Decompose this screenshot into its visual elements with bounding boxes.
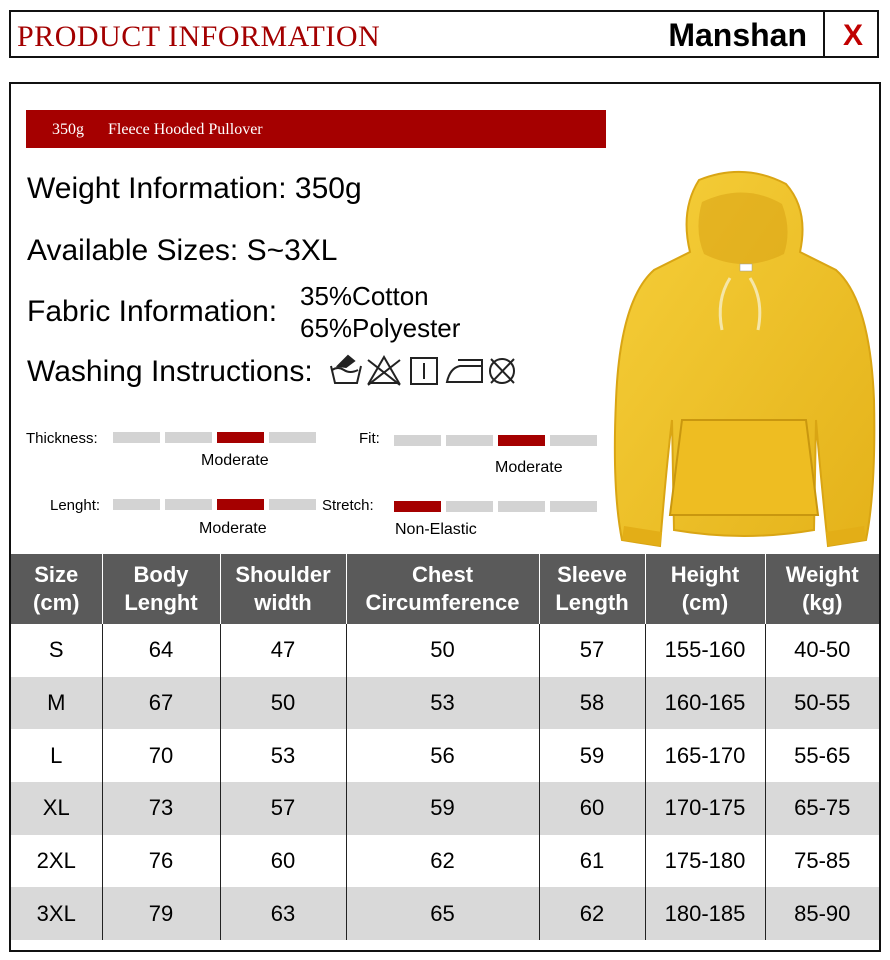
table-cell: 75-85 <box>765 835 879 888</box>
fit-scale-segment <box>550 435 597 446</box>
header-height: Height (cm) <box>645 554 765 624</box>
washing-label: Washing Instructions: <box>27 355 313 388</box>
stretch-value: Non-Elastic <box>395 521 477 538</box>
product-banner <box>26 110 606 148</box>
table-cell: 175-180 <box>645 835 765 888</box>
stretch-label: Stretch: <box>322 497 374 514</box>
brand-name: Manshan <box>668 17 807 53</box>
header-bar <box>9 10 879 58</box>
table-cell: 3XL <box>11 887 102 940</box>
table-cell: 53 <box>346 677 539 730</box>
table-cell: 47 <box>220 624 346 677</box>
thickness-scale-segment <box>165 432 212 443</box>
fabric-cotton: 35%Cotton <box>300 281 429 311</box>
thickness-label: Thickness: <box>26 430 98 447</box>
thickness-scale-segment <box>269 432 316 443</box>
table-cell: 70 <box>102 729 220 782</box>
header-body-length: Body Lenght <box>102 554 220 624</box>
table-cell: 73 <box>102 782 220 835</box>
table-cell: 61 <box>539 835 645 888</box>
table-cell: 57 <box>539 624 645 677</box>
table-cell: 59 <box>539 729 645 782</box>
fabric-label: Fabric Information: <box>27 295 278 328</box>
table-cell: 57 <box>220 782 346 835</box>
length-value: Moderate <box>199 520 267 537</box>
fit-value: Moderate <box>495 459 563 476</box>
table-row <box>11 887 879 940</box>
table-cell: S <box>11 624 102 677</box>
iron-icon <box>447 360 482 382</box>
table-cell: 50 <box>346 624 539 677</box>
header-shoulder-width: Shoulder width <box>220 554 346 624</box>
weight-info: Weight Information: 350g <box>27 172 362 205</box>
no-bleach-icon <box>368 357 400 385</box>
thickness-scale-segment <box>113 432 160 443</box>
banner-product: Fleece Hooded Pullover <box>108 121 263 138</box>
header-weight: Weight (kg) <box>765 554 879 624</box>
table-cell: 79 <box>102 887 220 940</box>
hoodie-image <box>604 170 884 555</box>
fit-scale-segment <box>394 435 441 446</box>
table-cell: 180-185 <box>645 887 765 940</box>
table-cell: 170-175 <box>645 782 765 835</box>
close-button[interactable]: X <box>842 19 863 52</box>
table-cell: 85-90 <box>765 887 879 940</box>
length-scale-segment <box>165 499 212 510</box>
table-cell: 65 <box>346 887 539 940</box>
stretch-scale-segment <box>446 501 493 512</box>
table-cell: 40-50 <box>765 624 879 677</box>
table-cell: M <box>11 677 102 730</box>
fit-label: Fit: <box>359 430 380 447</box>
table-cell: 2XL <box>11 835 102 888</box>
table-cell: 53 <box>220 729 346 782</box>
length-label: Lenght: <box>50 497 101 514</box>
table-cell: 63 <box>220 887 346 940</box>
table-row <box>11 782 879 835</box>
table-cell: 60 <box>539 782 645 835</box>
header-chest-circumference: Chest Circumference <box>346 554 539 624</box>
table-row <box>11 835 879 888</box>
table-cell: 55-65 <box>765 729 879 782</box>
stretch-scale-segment <box>550 501 597 512</box>
table-row <box>11 624 879 677</box>
header-sleeve-length: Sleeve Length <box>539 554 645 624</box>
table-cell: 59 <box>346 782 539 835</box>
table-cell: 65-75 <box>765 782 879 835</box>
washing-icons <box>328 352 523 388</box>
fit-scale-segment <box>498 435 545 446</box>
sizes-info: Available Sizes: S~3XL <box>27 234 338 267</box>
table-cell: 64 <box>102 624 220 677</box>
table-cell: 165-170 <box>645 729 765 782</box>
tumble-dry-icon <box>411 358 437 384</box>
table-cell: 67 <box>102 677 220 730</box>
table-cell: 60 <box>220 835 346 888</box>
table-cell: 62 <box>539 887 645 940</box>
length-scale-segment <box>113 499 160 510</box>
table-row <box>11 677 879 730</box>
size-table-header <box>11 554 879 624</box>
fit-scale-segment <box>446 435 493 446</box>
length-scale-segment <box>217 499 264 510</box>
header-divider <box>823 12 825 56</box>
stretch-scale-segment <box>498 501 545 512</box>
stretch-scale-segment <box>394 501 441 512</box>
hand-wash-icon <box>331 356 361 383</box>
table-cell: 50-55 <box>765 677 879 730</box>
table-row <box>11 729 879 782</box>
table-cell: 155-160 <box>645 624 765 677</box>
thickness-value: Moderate <box>201 452 269 469</box>
thickness-scale-segment <box>217 432 264 443</box>
length-scale-segment <box>269 499 316 510</box>
table-cell: XL <box>11 782 102 835</box>
no-dry-clean-icon <box>490 359 514 383</box>
header-size: Size (cm) <box>11 554 102 624</box>
table-cell: 56 <box>346 729 539 782</box>
table-cell: 50 <box>220 677 346 730</box>
table-cell: 62 <box>346 835 539 888</box>
page-title: PRODUCT INFORMATION <box>17 20 381 53</box>
table-cell: 160-165 <box>645 677 765 730</box>
table-cell: 76 <box>102 835 220 888</box>
banner-weight: 350g <box>52 121 84 138</box>
size-chart-table <box>11 554 879 940</box>
table-cell: L <box>11 729 102 782</box>
table-cell: 58 <box>539 677 645 730</box>
fabric-polyester: 65%Polyester <box>300 313 461 343</box>
